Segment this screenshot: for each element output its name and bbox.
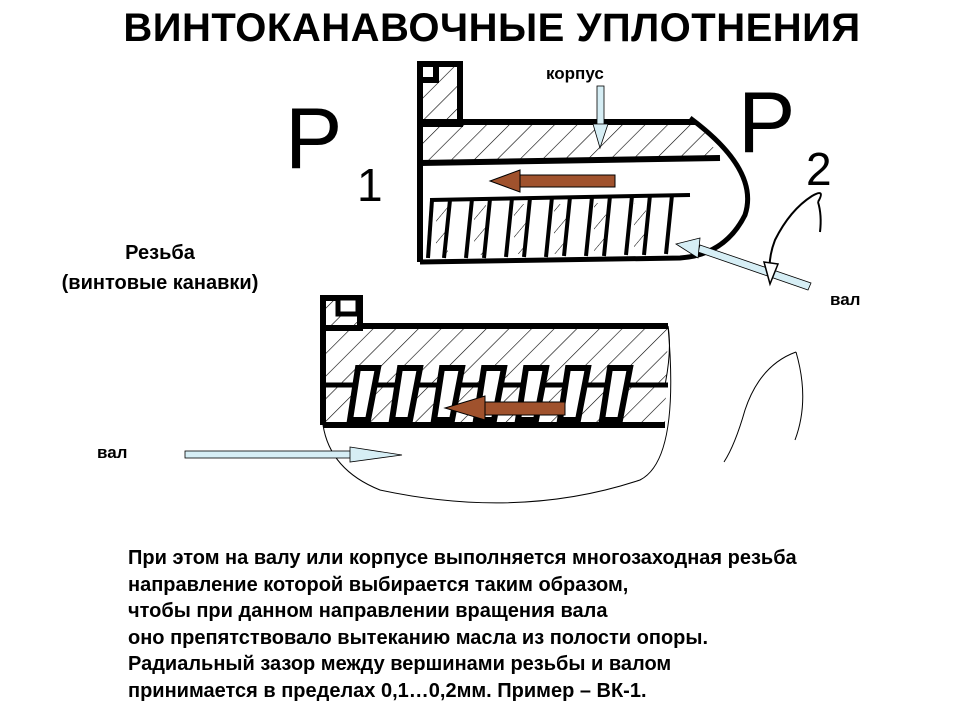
shaft-label-bottom: вал	[97, 443, 128, 462]
lower-shaft-pointer-arrow	[185, 447, 402, 462]
description-line: принимается в пределах 0,1…0,2мм. Пример – ВК-1.	[128, 679, 647, 702]
rotation-arrow	[764, 193, 821, 284]
upper-flow-arrow	[490, 170, 615, 192]
upper-seal-drawing	[420, 64, 821, 290]
lower-seal-drawing	[185, 298, 803, 503]
description-line: При этом на валу или корпусе выполняется многозаходная резьба	[128, 547, 797, 569]
pressure-p2-subscript: 2	[806, 143, 832, 195]
upper-housing-body	[420, 64, 720, 262]
thread-caption-line2: (винтовые канавки)	[61, 272, 259, 294]
description-line: чтобы при данном направлении вращения вала	[128, 600, 608, 622]
lower-rotation-sketch	[724, 352, 803, 462]
description-line: оно препятствовало вытеканию масла из полости опоры.	[128, 626, 709, 649]
thread-caption-line1: Резьба	[125, 242, 195, 264]
description-line: Радиальный зазор между вершинами резьбы и валом	[128, 653, 672, 675]
page-title: ВИНТОКАНАВОЧНЫЕ УПЛОТНЕНИЯ	[123, 6, 861, 50]
upper-shaft-pointer-arrow	[676, 238, 811, 290]
description-text	[128, 545, 948, 704]
housing-label: корпус	[546, 64, 604, 83]
upper-housing-flange	[420, 64, 460, 124]
lower-housing-flange	[323, 298, 360, 328]
shaft-label-top: вал	[830, 290, 861, 309]
pressure-p1-subscript: 1	[357, 159, 383, 211]
pressure-p2-letter: P	[738, 75, 796, 171]
description-line: направление которой выбирается таким образом,	[128, 573, 629, 596]
pressure-p1-letter: P	[285, 91, 343, 187]
